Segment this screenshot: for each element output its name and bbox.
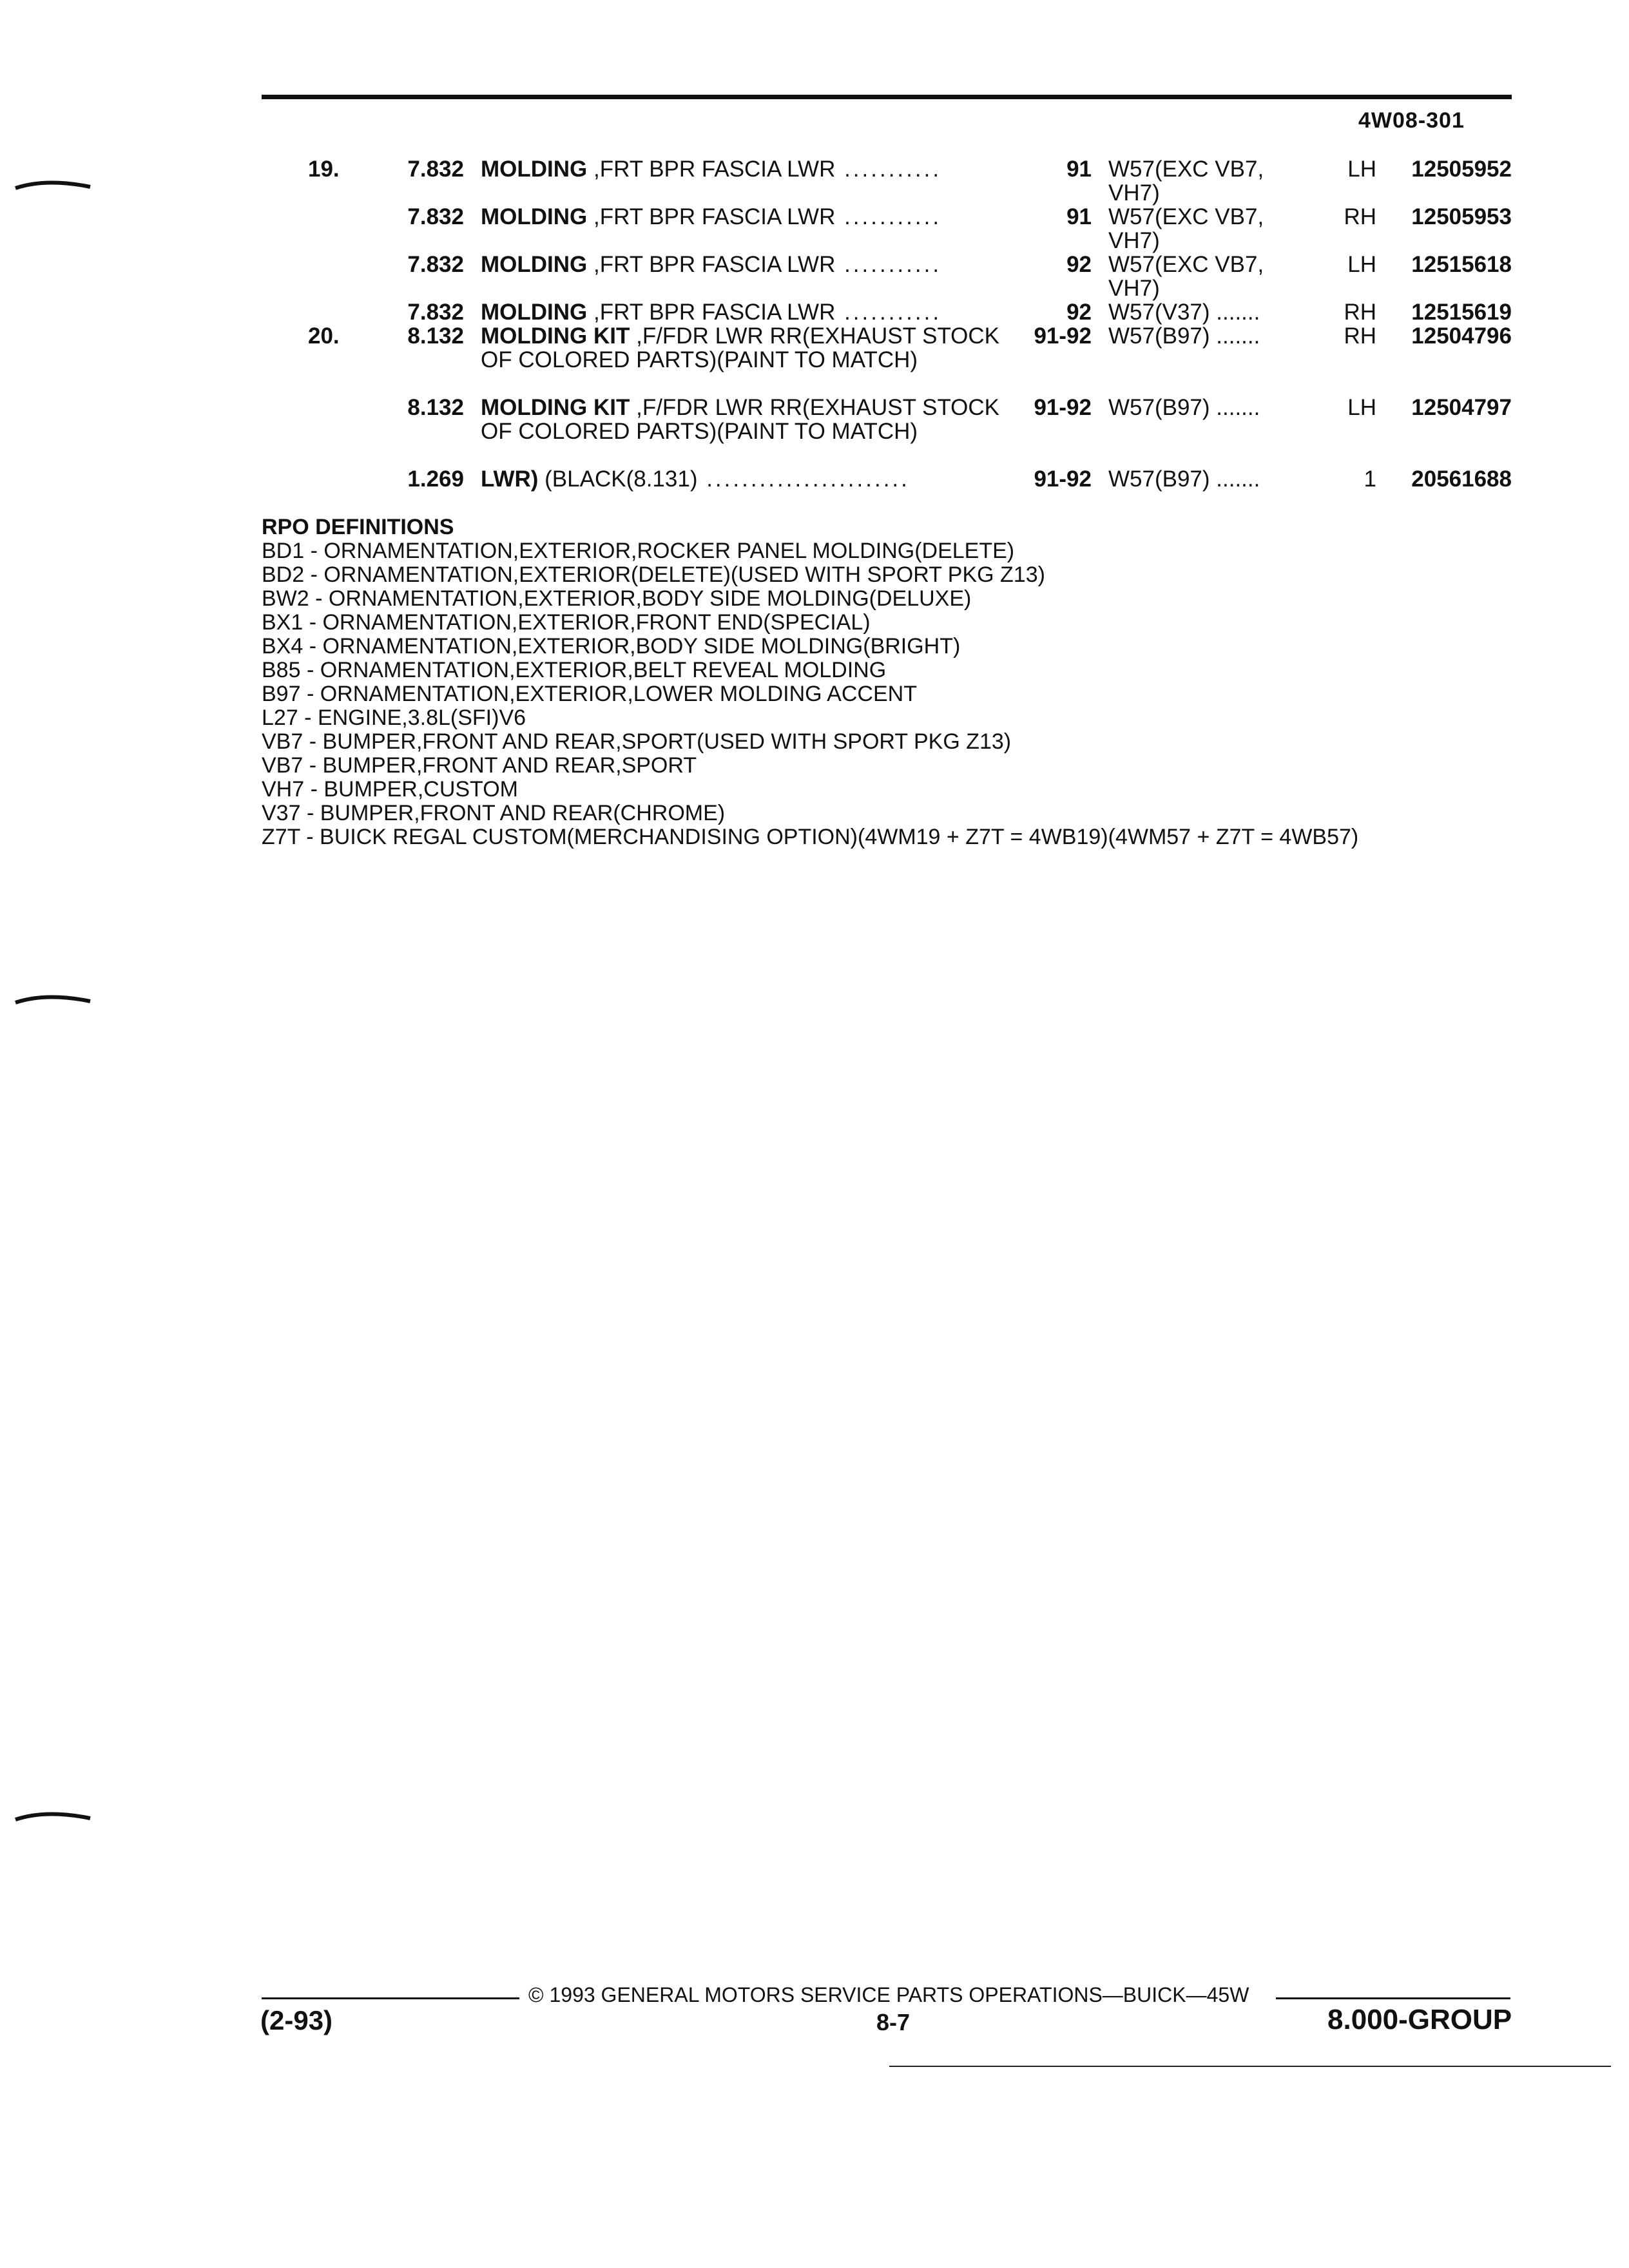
part-number: 12504797 <box>1411 395 1512 420</box>
side-qty: LH <box>1347 252 1376 277</box>
side-qty: RH <box>1344 300 1376 325</box>
rpo-item: BW2 - ORNAMENTATION,EXTERIOR,BODY SIDE MOLDING(DELUXE) <box>262 586 972 611</box>
usage: W57(B97) ....... <box>1108 395 1260 420</box>
group-number: 8.132 <box>407 395 464 420</box>
footer-copyright: © 1993 GENERAL MOTORS SERVICE PARTS OPERATIONS—BUICK—45W <box>528 1983 1249 2006</box>
part-description: LWR) (BLACK(8.131) ....................... <box>481 466 910 492</box>
group-number: 7.832 <box>407 204 464 229</box>
rpo-item: B97 - ORNAMENTATION,EXTERIOR,LOWER MOLDING ACCENT <box>262 682 917 706</box>
model-year: 91 <box>1066 157 1092 182</box>
rpo-title: RPO DEFINITIONS <box>262 515 454 539</box>
ref-number: 19. <box>308 157 340 182</box>
part-number: 12505952 <box>1411 157 1512 182</box>
rpo-item: VB7 - BUMPER,FRONT AND REAR,SPORT <box>262 753 697 778</box>
footer-rule-left <box>262 1997 519 1999</box>
group-number: 1.269 <box>407 466 464 492</box>
usage: W57(EXC VB7, VH7) <box>1108 157 1264 206</box>
part-description: MOLDING ,FRT BPR FASCIA LWR ........... <box>481 300 942 325</box>
rpo-item: L27 - ENGINE,3.8L(SFI)V6 <box>262 706 526 730</box>
usage: W57(V37) ....... <box>1108 300 1260 325</box>
ref-number: 20. <box>308 323 340 349</box>
rpo-item: BX1 - ORNAMENTATION,EXTERIOR,FRONT END(SPECIAL) <box>262 610 871 635</box>
binding-mark <box>14 178 92 191</box>
rpo-definitions <box>262 515 1550 849</box>
rpo-item: V37 - BUMPER,FRONT AND REAR(CHROME) <box>262 801 726 825</box>
usage: W57(B97) ....... <box>1108 323 1260 349</box>
binding-mark <box>14 992 92 1005</box>
part-description: MOLDING ,FRT BPR FASCIA LWR ........... <box>481 252 942 277</box>
model-year: 91-92 <box>1034 466 1092 492</box>
part-description: MOLDING ,FRT BPR FASCIA LWR ........... <box>481 204 942 229</box>
group-number: 7.832 <box>407 300 464 325</box>
usage: W57(EXC VB7, VH7) <box>1108 204 1264 253</box>
binding-mark <box>14 1809 92 1822</box>
rpo-item: VH7 - BUMPER,CUSTOM <box>262 777 518 802</box>
part-number: 20561688 <box>1411 466 1512 492</box>
part-description: MOLDING ,FRT BPR FASCIA LWR ........... <box>481 157 942 182</box>
part-number: 12505953 <box>1411 204 1512 229</box>
rpo-item: B85 - ORNAMENTATION,EXTERIOR,BELT REVEAL MOLDING <box>262 658 887 682</box>
rpo-item: VB7 - BUMPER,FRONT AND REAR,SPORT(USED WITH SPORT PKG Z13) <box>262 729 1012 754</box>
part-number: 12515619 <box>1411 300 1512 325</box>
side-qty: 1 <box>1364 466 1376 492</box>
part-number: 12515618 <box>1411 252 1512 277</box>
footer-rule-right <box>1276 1997 1510 1999</box>
part-number: 12504796 <box>1411 323 1512 349</box>
top-rule <box>262 95 1512 99</box>
side-qty: LH <box>1347 157 1376 182</box>
model-year: 91-92 <box>1034 395 1092 420</box>
rpo-item: BD1 - ORNAMENTATION,EXTERIOR,ROCKER PANEL MOLDING(DELETE) <box>262 539 1015 563</box>
rpo-item: BX4 - ORNAMENTATION,EXTERIOR,BODY SIDE MOLDING(BRIGHT) <box>262 634 961 658</box>
page-number: 8-7 <box>876 2009 911 2035</box>
side-qty: RH <box>1344 323 1376 349</box>
bottom-rule <box>889 2066 1611 2067</box>
usage: W57(B97) ....... <box>1108 466 1260 492</box>
group-number: 7.832 <box>407 157 464 182</box>
group-number: 7.832 <box>407 252 464 277</box>
usage: W57(EXC VB7, VH7) <box>1108 252 1264 301</box>
model-year: 92 <box>1066 300 1092 325</box>
rpo-item: BD2 - ORNAMENTATION,EXTERIOR(DELETE)(USED WITH SPORT PKG Z13) <box>262 562 1045 587</box>
group-label: 8.000-GROUP <box>1327 2004 1512 2035</box>
model-year: 91-92 <box>1034 323 1092 349</box>
side-qty: LH <box>1347 395 1376 420</box>
part-description: MOLDING KIT ,F/FDR LWR RR(EXHAUST STOCK OF COLORED PARTS)(PAINT TO MATCH) <box>481 395 1000 444</box>
footer-date: (2-93) <box>260 2005 333 2035</box>
group-number: 8.132 <box>407 323 464 349</box>
model-year: 92 <box>1066 252 1092 277</box>
part-description: MOLDING KIT ,F/FDR LWR RR(EXHAUST STOCK OF COLORED PARTS)(PAINT TO MATCH) <box>481 323 1000 372</box>
side-qty: RH <box>1344 204 1376 229</box>
model-year: 91 <box>1066 204 1092 229</box>
page-code: 4W08-301 <box>1358 108 1465 133</box>
rpo-item: Z7T - BUICK REGAL CUSTOM(MERCHANDISING OPTION)(4WM19 + Z7T = 4WB19)(4WM57 + Z7T = 4WB57) <box>262 825 1359 849</box>
